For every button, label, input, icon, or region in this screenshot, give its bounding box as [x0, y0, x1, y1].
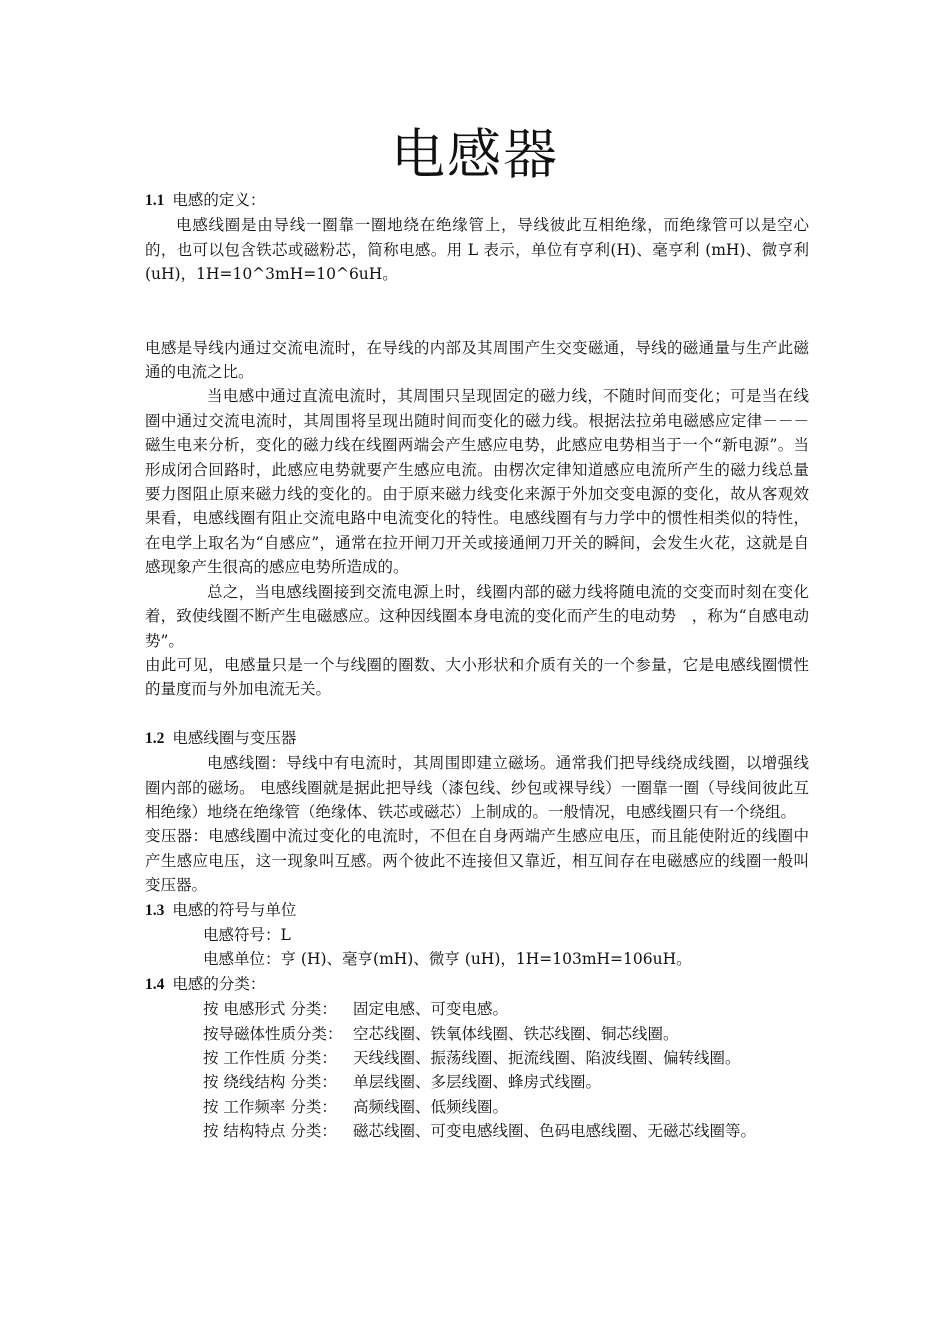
classification-item [145, 1095, 809, 1119]
section-title: 电感的符号与单位 [172, 900, 297, 919]
paragraph: 总之，当电感线圈接到交流电源上时，线圈内部的磁力线将随电流的交变而时刻在变化着，致使线圈不断产生电磁感应。这种因线圈本身电流的变化而产生的电动势 ，称为“自感电动势”。 [145, 582, 809, 650]
section-title: 电感的定义： [172, 191, 266, 209]
classification-item [145, 1046, 809, 1070]
spacer [145, 702, 809, 726]
paragraph: 电感是导线内通过交流电流时，在导线的内部及其周围产生交变磁通，导线的磁通量与生产此磁通的电流之比。 [145, 338, 809, 382]
document-title: 电感器 [391, 123, 559, 187]
classification-value: 磁芯线圈、可变电感线圈、色码电感线圈、无磁芯线圈等。 [353, 1122, 757, 1141]
classification-value: 天线线圈、振荡线圈、扼流线圈、陷波线圈、偏转线圈。 [353, 1049, 741, 1067]
document-body [145, 188, 809, 1144]
classification-label: 按 工作频率 分类： [203, 1097, 337, 1116]
paragraph: 电感线圈：导线中有电流时，其周围即建立磁场。通常我们把导线绕成线圈，以增强线圈内部的磁场。 电感线圈就是据此把导线（漆包线、纱包或裸导线）一圈靠一圈（导线间彼此互相绝缘）地绕在绝缘管（绝缘体、铁芯或磁芯）上制成的。一般情况，电感线圈只有一个绕组。 [145, 754, 809, 821]
spacer [145, 287, 809, 336]
section-heading-1-4 [145, 972, 809, 997]
section-title: 电感的分类： [172, 974, 266, 993]
classification-item [145, 997, 809, 1021]
classification-value: 高频线圈、低频线圈。 [353, 1097, 509, 1116]
section-heading-1-1 [145, 188, 809, 213]
section-number: 1.1 [145, 192, 165, 209]
section-title: 电感线圈与变压器 [172, 728, 297, 747]
section-heading-1-3 [145, 898, 809, 923]
classification-label: 按 结构特点 分类： [203, 1122, 337, 1141]
paragraph: 电感线圈是由导线一圈靠一圈地绕在绝缘管上，导线彼此互相绝缘，而绝缘管可以是空心的，也可以包含铁芯或磁粉芯，简称电感。用 L 表示，单位有亨利(H)、毫亨利 (mH)、微亨利(uH)，1H=10^3mH=10^6uH。 [145, 216, 809, 284]
section-number: 1.4 [145, 975, 165, 993]
classification-label: 按 电感形式 分类： [203, 1000, 337, 1019]
paragraph: 当电感中通过直流电流时，其周围只呈现固定的磁力线，不随时间而变化；可是当在线圈中通过交流电流时，其周围将呈现出随时间而变化的磁力线。根据法拉弟电磁感应定律－－－磁生电来分析，变化的磁力线在线圈两端会产生感应电势，此感应电势相当于一个“新电源”。当形成闭合回路时，此感应电势就要产生感应电流。由楞次定律知道感应电流所产生的磁力线总量要力图阻止原来磁力线的变化的。由于原来磁力线变化来源于外加交变电源的变化，故从客观效果看，电感线圈有阻止交流电路中电流变化的特性。电感线圈有与力学中的惯性相类似的特性，在电学上取名为“自感应”，通常在拉开闸刀开关或接通闸刀开关的瞬间，会发生火花，这就是自感现象产生很高的感应电势所造成的。 [145, 387, 809, 577]
classification-value: 固定电感、可变电感。 [353, 1000, 509, 1019]
classification-label: 按 绕线结构 分类： [203, 1073, 337, 1092]
classification-item [145, 1022, 809, 1046]
section-number: 1.3 [145, 901, 165, 919]
classification-label: 按 工作性质 分类： [203, 1049, 337, 1067]
section-heading-1-2 [145, 726, 809, 751]
classification-item [145, 1119, 809, 1143]
section-number: 1.2 [145, 729, 165, 747]
inductor-unit-line: 电感单位：亨 (H)、毫亨(mH)、微亨 (uH)，1H=103mH=106uH。 [203, 950, 692, 969]
classification-item [145, 1070, 809, 1094]
paragraph: 由此可见，电感量只是一个与线圈的圈数、大小形状和介质有关的一个参量，它是电感线圈惯性的量度而与外加电流无关。 [145, 655, 809, 699]
classification-label: 按导磁体性质分类： [203, 1024, 343, 1043]
paragraph: 变压器：电感线圈中流过变化的电流时，不但在自身两端产生感应电压，而且能使附近的线圈中产生感应电压，这一现象叫互感。两个彼此不连接但又靠近，相互间存在电磁感应的线圈一般叫变压器。 [145, 827, 809, 895]
classification-value: 单层线圈、多层线圈、蜂房式线圈。 [353, 1073, 602, 1092]
inductor-symbol-line: 电感符号：L [203, 925, 291, 944]
classification-value: 空芯线圈、铁氧体线圈、铁芯线圈、铜芯线圈。 [353, 1024, 679, 1043]
